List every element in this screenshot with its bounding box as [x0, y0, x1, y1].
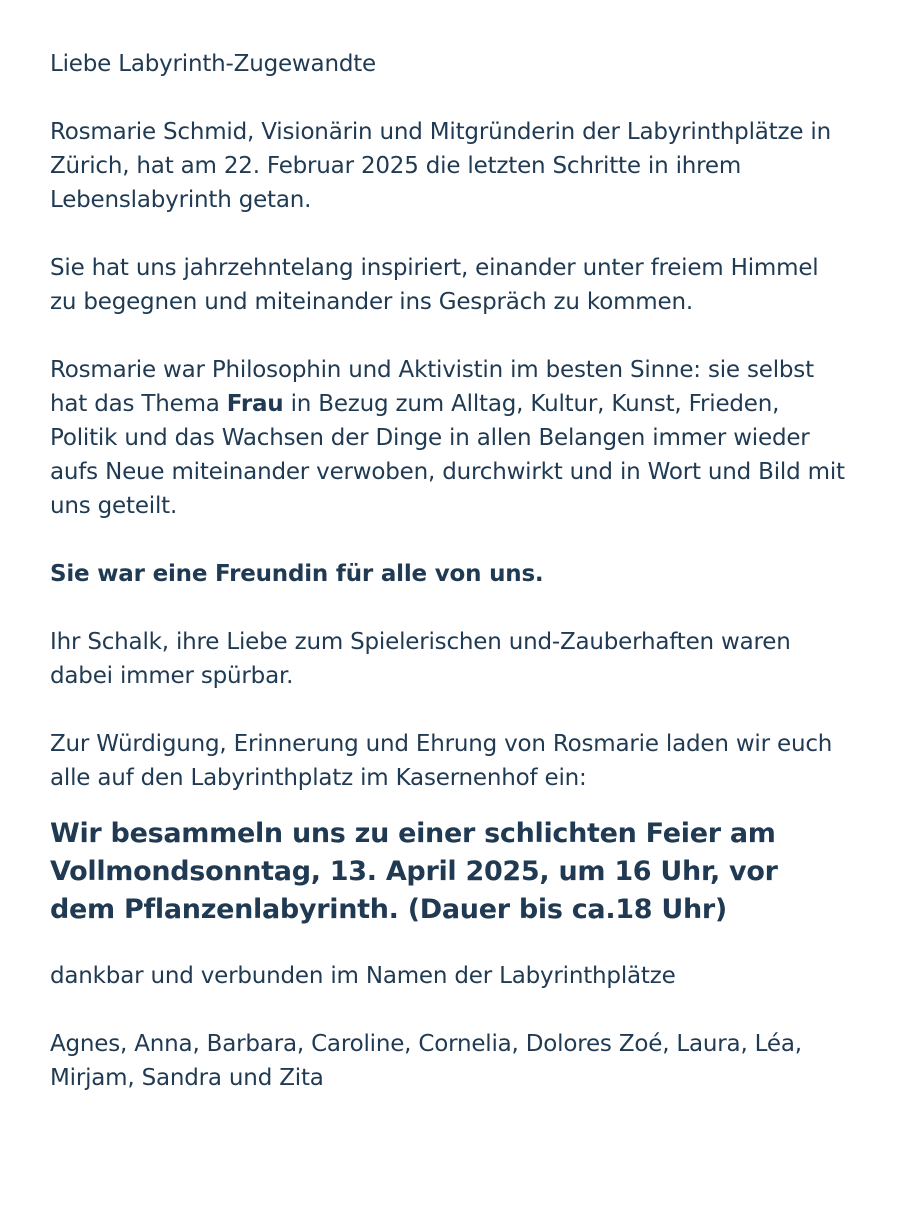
paragraph-philosophy-end: in Bezug zum Alltag, Kultur, Kunst, Frieden, Politik und das Wachsen der Dinge in allen Belangen immer wieder aufs Neue miteinander verwoben, durchwirkt und in Wort und Bild mit uns geteilt.: [50, 391, 845, 519]
paragraph-announcement: Rosmarie Schmid, Visionärin und Mitgründerin der Labyrinthplätze in Zürich, hat am 22. Februar 2025 die letzten Schritte in ihrem Lebenslabyrinth getan.: [50, 119, 831, 213]
paragraph-humor: Ihr Schalk, ihre Liebe zum Spielerischen und-Zauberhaften waren dabei immer spürbar.: [50, 629, 791, 689]
paragraph-philosophy-start: Rosmarie war Philosophin und Aktivistin im besten Sinne: sie selbst hat das Thema: [50, 357, 814, 417]
closing-line: dankbar und verbunden im Namen der Labyrinthplätze: [50, 963, 676, 989]
invitation-details: Wir besammeln uns zu einer schlichten Feier am Vollmondsonntag, 13. April 2025, um 16 Uhr, vor dem Pflanzenlabyrinth. (Dauer bis ca.18 Uhr): [50, 818, 778, 925]
paragraph-philosophy: [50, 353, 850, 523]
paragraph-inspiration: Sie hat uns jahrzehntelang inspiriert, einander unter freiem Himmel zu begegnen und miteinander ins Gespräch zu kommen.: [50, 255, 819, 315]
paragraph-friend: Sie war eine Freundin für alle von uns.: [50, 561, 544, 587]
emphasis-frau: Frau: [226, 391, 284, 417]
paragraph-invitation-intro: Zur Würdigung, Erinnerung und Ehrung von Rosmarie laden wir euch alle auf den Labyrinthplatz im Kasernenhof ein:: [50, 731, 833, 791]
greeting: Liebe Labyrinth-Zugewandte: [50, 51, 376, 77]
signatures: Agnes, Anna, Barbara, Caroline, Cornelia, Dolores Zoé, Laura, Léa, Mirjam, Sandra und Zita: [50, 1031, 802, 1091]
letter-body: [50, 47, 850, 1095]
